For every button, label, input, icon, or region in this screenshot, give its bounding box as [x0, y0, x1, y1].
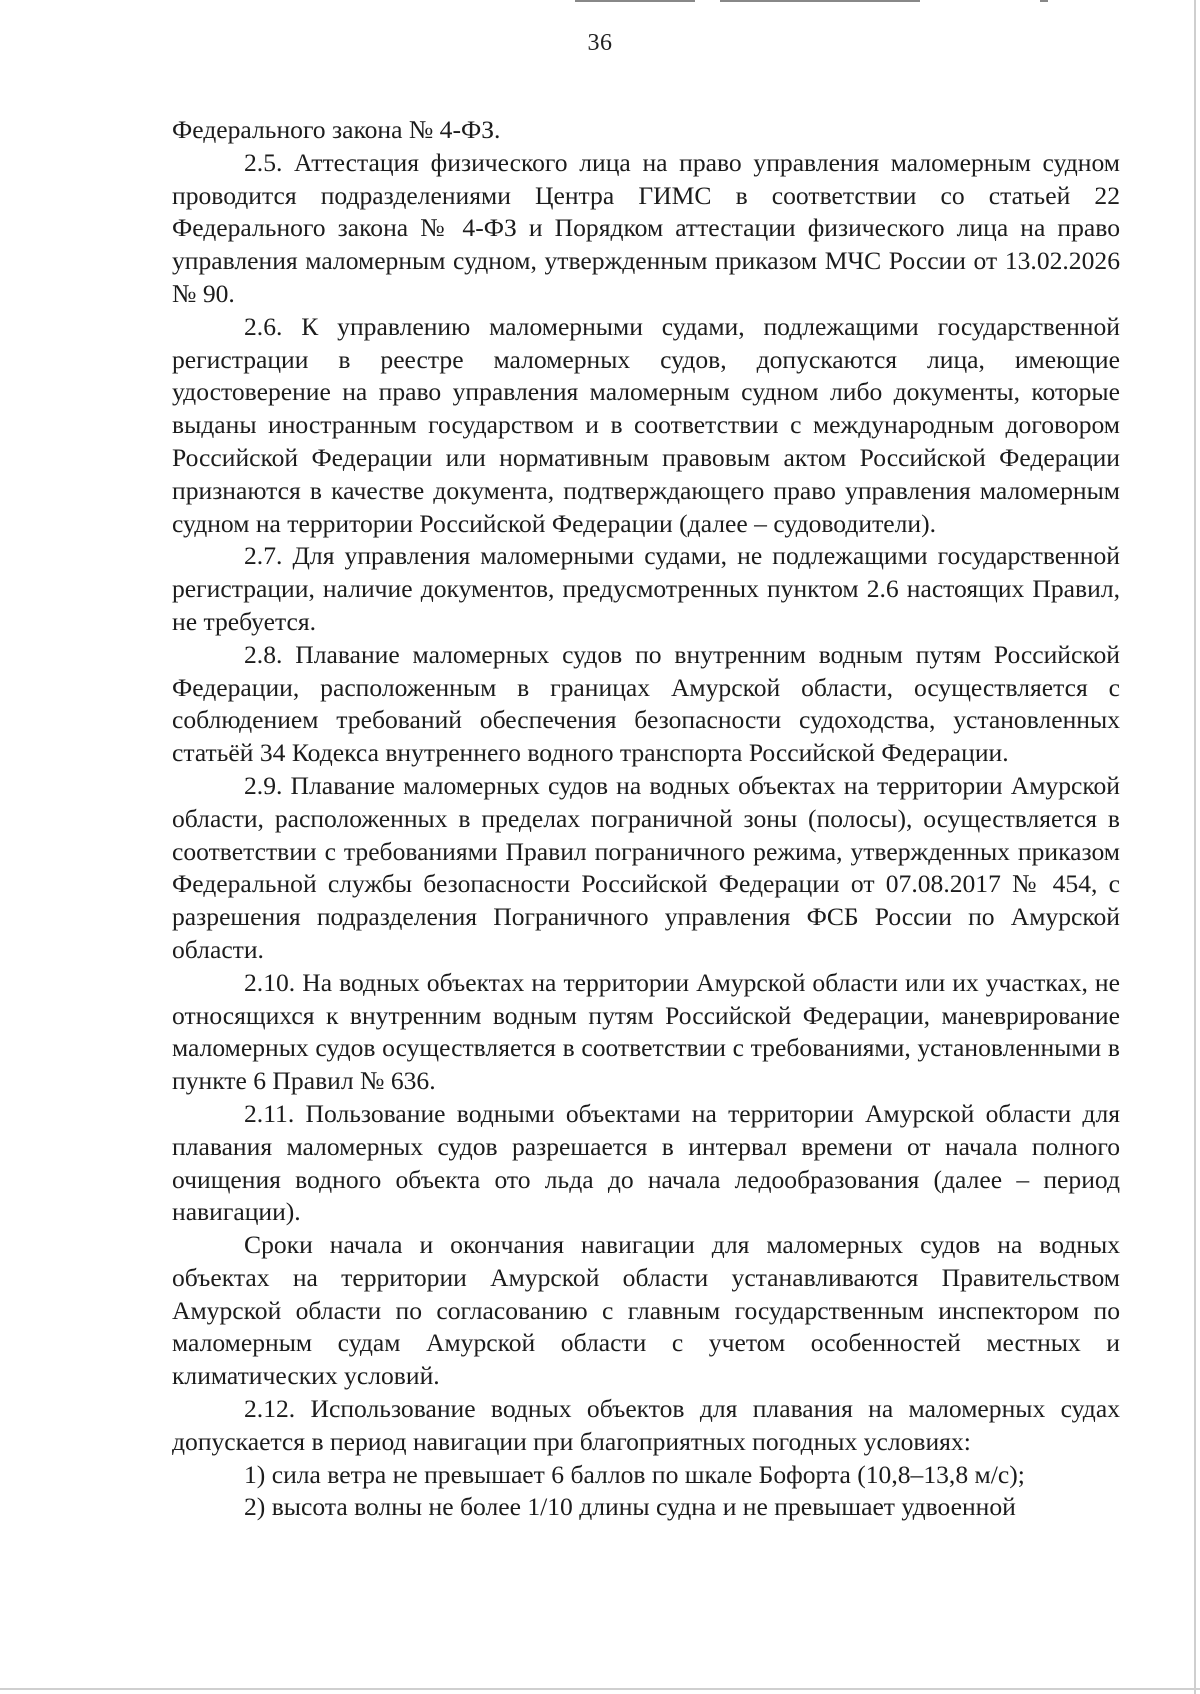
paragraph-navigation-dates: Сроки начала и окончания навигации для маломерных судов на водных объектах на территории Амурской области устанавливаются Правительством Амурской области по согласованию с главным государственным инспектором по маломерным судам Амурской области с учетом особенностей местных и климатических условий.: [172, 1230, 1120, 1391]
document-body: [172, 114, 1120, 1524]
paragraph-2-5: 2.5. Аттестация физического лица на право управления маломерным судном проводится подразделениями Центра ГИМС в соответствии со статьей 22 Федерального закона № 4-ФЗ и Порядком аттестации физического лица на право управления маломерным судном, утвержденным приказом МЧС России от 13.02.2026 № 90.: [172, 147, 1120, 308]
page-number: 36: [587, 30, 613, 56]
paragraph-2-12: 2.12. Использование водных объектов для плавания на маломерных судах допускается в период навигации при благоприятных погодных условиях:: [172, 1394, 1120, 1456]
scan-artifact-line: [575, 0, 695, 2]
paragraph-2-9: 2.9. Плавание маломерных судов на водных объектах на территории Амурской области, расположенных в пределах пограничной зоны (полосы), осуществляется в соответствии с требованиями Правил пограничного режима, утвержденных приказом Федеральной службы безопасности Российской Федерации от 07.08.2017 № 454, с разрешения подразделения Пограничного управления ФСБ России по Амурской области.: [172, 770, 1120, 964]
scan-edge: [0, 1688, 1200, 1690]
paragraph-2-10: 2.10. На водных объектах на территории Амурской области или их участках, не относящихся к внутренним водным путям Российской Федерации, маневрирование маломерных судов осуществляется в соответствии с требованиями, установленными в пункте 6 Правил № 636.: [172, 967, 1120, 1096]
scan-artifact-line: [1040, 0, 1048, 2]
paragraph-continuation: Федерального закона № 4-ФЗ.: [172, 115, 501, 144]
paragraph-2-7: 2.7. Для управления маломерными судами, не подлежащими государственной регистрации, наличие документов, предусмотренных пунктом 2.6 настоящих Правил, не требуется.: [172, 541, 1120, 636]
scan-edge: [1194, 0, 1196, 1694]
list-item-2: 2) высота волны не более 1/10 длины судна и не превышает удвоенной: [244, 1492, 1016, 1522]
scan-artifact-line: [720, 0, 920, 2]
paragraph-2-11: 2.11. Пользование водными объектами на территории Амурской области для плавания маломерных судов разрешается в интервал времени от начала полного очищения водного объекта ото льда до начала ледообразования (далее – период навигации).: [172, 1098, 1120, 1227]
paragraph-2-6: 2.6. К управлению маломерными судами, подлежащими государственной регистрации в реестре маломерных судов, допускаются лица, имеющие удостоверение на право управления маломерным судном либо документы, которые выданы иностранным государством и в соответствии с международным договором Российской Федерации или нормативным правовым актом Российской Федерации признаются в качестве документа, подтверждающего право управления маломерным судном на территории Российской Федерации (далее – судоводители).: [172, 311, 1120, 538]
list-item-1: 1) сила ветра не превышает 6 баллов по шкале Бофорта (10,8–13,8 м/с);: [244, 1459, 1025, 1489]
paragraph-2-8: 2.8. Плавание маломерных судов по внутренним водным путям Российской Федерации, расположенным в границах Амурской области, осуществляется с соблюдением требований обеспечения безопасности судоходства, установленных статьёй 34 Кодекса внутреннего водного транспорта Российской Федерации.: [172, 639, 1120, 768]
